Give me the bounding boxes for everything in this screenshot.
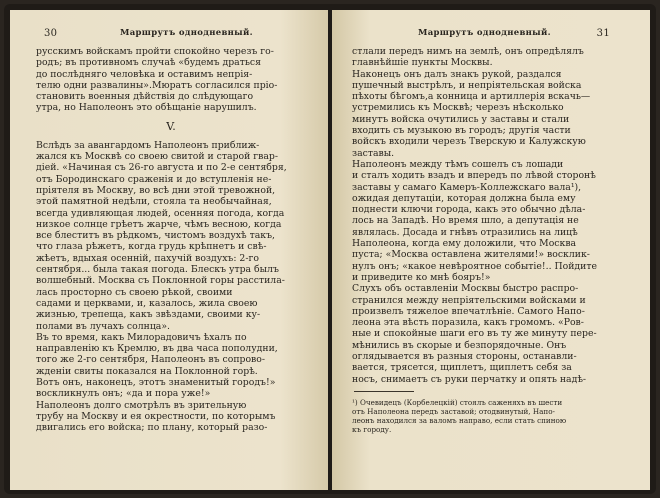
footnote-line: отъ Наполеона передъ заставой; отодвинутый, Напо-: [352, 407, 555, 417]
text-line: все блеститъ въ рѣдкомъ, чистомъ воздухѣ такъ,: [36, 230, 275, 242]
text-line: заставы.: [352, 147, 395, 159]
text-line: мѣнились въ скорые и безпорядочные. Онъ: [352, 339, 567, 351]
left-paragraph-top: [36, 46, 306, 114]
text-line: устремились къ Москвѣ; черезъ нѣсколько: [352, 102, 564, 114]
text-line: становить военныя дѣйствія до слѣдующаго: [36, 91, 254, 103]
text-line: Въ то время, какъ Милорадовичъ ѣхалъ по: [36, 331, 247, 343]
text-line: жался къ Москвѣ со своею свитой и старой гвар-: [36, 151, 279, 163]
text-line: стлали передъ нимъ на землѣ, онъ опредѣлялъ: [352, 46, 584, 57]
right-running-title: Маршрутъ однодневный.: [418, 28, 551, 38]
text-line: что глаза рѣжетъ, когда грудь крѣпнетъ и свѣ-: [36, 241, 267, 253]
text-line: Вслѣдъ за авангардомъ Наполеонъ приближ-: [36, 139, 260, 151]
footnote-divider: [354, 391, 414, 392]
text-line: ожидая депутаціи, которая должна была ему: [352, 192, 576, 204]
text-line: поднести ключи города, какъ это обычно дѣла-: [352, 204, 586, 216]
text-line: и приведите ко мнѣ бояръ!»: [352, 271, 491, 283]
text-line: носъ, снимаетъ съ руки перчатку и опять надѣ-: [352, 373, 587, 385]
right-paragraph-1: [352, 46, 632, 69]
text-line: вается, трясется, щиплетъ, щиплетъ себя за: [352, 362, 572, 374]
left-paragraph-body: [36, 140, 306, 332]
text-line: утра, но Наполеонъ это обѣщаніе нарушилъ.: [36, 102, 257, 114]
left-paragraph-end: [36, 332, 306, 434]
text-line: пріятеля въ Москву, во всѣ дни этой тревожной,: [36, 184, 276, 196]
text-line: воскликнулъ онъ; «да и пора уже!»: [36, 388, 211, 400]
right-paragraph-2: [352, 69, 632, 159]
text-line: заставы у самаго Камеръ-Коллежскаго вала¹),: [352, 181, 582, 193]
text-line: всегда удивляющая людей, осенняя погода, когда: [36, 207, 285, 219]
text-line: входить съ музыкою въ городъ; другія части: [352, 125, 571, 137]
text-line: родъ; въ противномъ случаѣ «будемъ драться: [36, 57, 262, 69]
text-line: пуста; «Москва оставлена жителями!» восклик-: [352, 249, 590, 261]
text-line: являлась. Досада и гнѣвъ отразились на лицѣ: [352, 226, 578, 238]
right-page-number: 31: [596, 28, 610, 39]
text-line: двигались его войска; по плану, который разо-: [36, 422, 268, 434]
text-line: діей. «Начиная съ 26-го августа и по 2-е сентября,: [36, 162, 287, 174]
text-line: странился между непріятельскими войсками и: [352, 294, 586, 306]
footnote-line: ¹) Очевидецъ (Корбелецкій) стоялъ саженяхъ въ шести: [352, 397, 563, 407]
text-line: Слухъ объ оставленіи Москвы быстро распро-: [352, 283, 579, 295]
text-line: жизнью, трепеща, какъ звѣздами, своими ку-: [36, 309, 261, 321]
text-line: пушечный выстрѣлъ, и непріятельская войска: [352, 79, 582, 91]
right-paragraph-3: [352, 159, 632, 283]
text-line: ные и спокойные шаги его въ ту же минуту пере-: [352, 328, 597, 340]
text-line: жѣетъ, вдыхая осенній, пахучій воздухъ: 2-го: [36, 252, 259, 264]
text-line: жденіи свиты показался на Поклонной горѣ.: [36, 365, 258, 377]
text-line: Наполеона, когда ему доложили, что Москва: [352, 238, 577, 250]
text-line: полами въ лучахъ солнца».: [36, 320, 170, 332]
text-line: отъ Бородинскаго сраженія и до вступленія не-: [36, 173, 272, 185]
text-line: минутъ войска очутились у заставы и стали: [352, 113, 570, 125]
text-line: Наполеонъ между тѣмъ сошелъ съ лошади: [352, 158, 564, 170]
text-line: войскъ входили черезъ Тверскую и Калужскую: [352, 136, 586, 148]
text-line: низкое солнце грѣетъ жарче, чѣмъ весною, когда: [36, 218, 282, 230]
text-line: леона эта вѣсть поразила, какъ громомъ. «Ров-: [352, 317, 584, 329]
left-page-text: [36, 46, 306, 434]
right-paragraph-4: [352, 283, 632, 385]
text-line: лось на Западѣ. Но время шло, а депутація не: [352, 215, 579, 227]
section-heading: V.: [166, 119, 176, 133]
text-line: трубу на Москву и ея окрестности, по которымъ: [36, 410, 276, 422]
text-line: сентября... была такая погода. Блескъ утра былъ: [36, 264, 279, 276]
text-line: того же 2-го сентября, Наполеонъ въ сопрово-: [36, 354, 266, 366]
text-line: волшебный. Москва съ Поклонной горы расстила-: [36, 275, 285, 287]
left-page: [10, 10, 328, 490]
text-line: и сталъ ходить взадъ и впередъ по лѣвой сторонѣ: [352, 170, 596, 182]
text-line: русскимъ войскамъ пройти спокойно черезъ го-: [36, 46, 274, 57]
left-page-number: 30: [44, 28, 58, 39]
text-line: до послѣдняго человѣка и оставимъ непрія-: [36, 68, 253, 80]
text-line: пѣхоты бѣгомъ,а конница и артиллерія вскачь—: [352, 91, 591, 103]
text-line: садами и церквами, и, казалось, жила своею: [36, 297, 258, 309]
right-page-header: [332, 28, 650, 42]
text-line: Вотъ онъ, наконецъ, этотъ знаменитый городъ!»: [36, 377, 276, 389]
text-line: произвелъ тяжелое впечатлѣніе. Самого Напо-: [352, 305, 585, 317]
footnote-line: къ городу.: [352, 425, 392, 435]
text-line: оглядывается въ разныя стороны, останавли-: [352, 351, 577, 363]
text-line: главнѣйшіе пункты Москвы.: [352, 57, 493, 69]
book-spread: [4, 4, 656, 494]
text-line: этой памятной недѣли, стояла та необычайная,: [36, 196, 272, 208]
text-line: лась просторно съ своею рѣкой, своими: [36, 286, 233, 298]
text-line: телю одни развалины».Мюратъ согласился пріо-: [36, 79, 278, 91]
text-line: Наконецъ онъ далъ знакъ рукой, раздался: [352, 68, 562, 80]
right-page-text: [352, 46, 632, 435]
right-page: [332, 10, 650, 490]
text-line: направленію къ Кремлю, въ два часа пополудни,: [36, 343, 278, 355]
footnote-line: леонъ находился за валомъ направо, если стать спиною: [352, 416, 567, 426]
text-line: Наполеонъ долго смотрѣлъ въ зрительную: [36, 399, 247, 411]
left-page-header: [10, 28, 328, 42]
footnote: [352, 398, 632, 435]
left-running-title: Маршрутъ однодневный.: [120, 28, 253, 38]
text-line: нулъ онъ; «какое невѣроятное событіе!.. Пойдите: [352, 260, 597, 272]
